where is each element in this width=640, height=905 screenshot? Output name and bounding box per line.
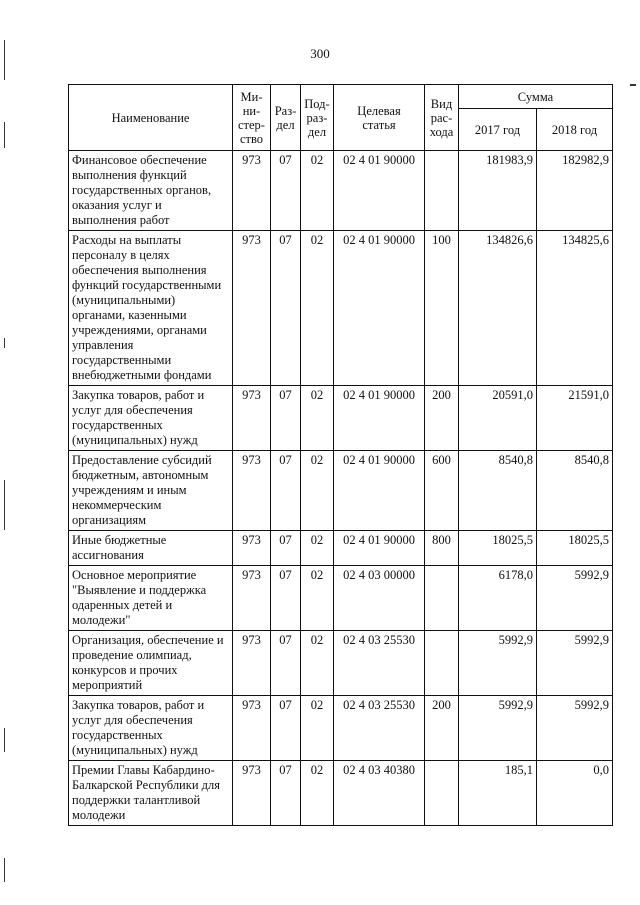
row-subsection: 02 <box>301 231 334 386</box>
row-subsection: 02 <box>301 151 334 231</box>
header-sum: Сумма <box>459 85 613 109</box>
row-expense-type: 200 <box>425 386 459 451</box>
row-target: 02 4 03 40380 <box>334 761 425 826</box>
row-subsection: 02 <box>301 386 334 451</box>
row-name: Финансовое обеспечение выполнения функций государственных органов, оказания услуг и выполнения работ <box>69 151 233 231</box>
row-sum-2018: 5992,9 <box>537 696 613 761</box>
table-row <box>69 696 613 761</box>
row-expense-type <box>425 566 459 631</box>
table-row <box>69 231 613 386</box>
row-ministry: 973 <box>233 231 271 386</box>
row-section: 07 <box>271 231 301 386</box>
row-subsection: 02 <box>301 631 334 696</box>
row-ministry: 973 <box>233 761 271 826</box>
row-target: 02 4 01 90000 <box>334 231 425 386</box>
row-subsection: 02 <box>301 696 334 761</box>
header-name: Наименование <box>69 85 233 151</box>
row-ministry: 973 <box>233 386 271 451</box>
table-row <box>69 531 613 566</box>
scan-margin-mark <box>4 728 5 752</box>
row-name: Закупка товаров, работ и услуг для обеспечения государственных (муниципальных) нужд <box>69 386 233 451</box>
header-year-2018: 2018 год <box>537 109 613 151</box>
row-target: 02 4 01 90000 <box>334 531 425 566</box>
row-name: Иные бюджетные ассигнования <box>69 531 233 566</box>
header-subsection: Под- раз- дел <box>301 85 334 151</box>
header-target: Целевая статья <box>334 85 425 151</box>
row-subsection: 02 <box>301 566 334 631</box>
row-sum-2018: 8540,8 <box>537 451 613 531</box>
row-section: 07 <box>271 761 301 826</box>
table-row <box>69 451 613 531</box>
row-target: 02 4 03 25530 <box>334 696 425 761</box>
row-sum-2018: 5992,9 <box>537 631 613 696</box>
row-ministry: 973 <box>233 631 271 696</box>
row-sum-2018: 0,0 <box>537 761 613 826</box>
row-name: Предоставление субсидий бюджетным, автономным учреждениям и иным некоммерческим организациям <box>69 451 233 531</box>
budget-table <box>68 84 613 826</box>
row-sum-2017: 5992,9 <box>459 696 537 761</box>
row-target: 02 4 01 90000 <box>334 451 425 531</box>
row-name: Расходы на выплаты персоналу в целях обеспечения выполнения функций государственными (муниципальными) органами, казенными учреждениями, органами управления государственными внебюджетными фондами <box>69 231 233 386</box>
row-sum-2018: 21591,0 <box>537 386 613 451</box>
row-section: 07 <box>271 151 301 231</box>
row-sum-2018: 134825,6 <box>537 231 613 386</box>
header-ministry: Ми- ни- стер- ство <box>233 85 271 151</box>
row-name: Организация, обеспечение и проведение олимпиад, конкурсов и прочих мероприятий <box>69 631 233 696</box>
row-sum-2017: 20591,0 <box>459 386 537 451</box>
row-name: Премии Главы Кабардино-Балкарской Республики для поддержки талантливой молодежи <box>69 761 233 826</box>
scan-margin-mark <box>4 480 5 530</box>
row-section: 07 <box>271 386 301 451</box>
row-subsection: 02 <box>301 761 334 826</box>
table-row <box>69 386 613 451</box>
row-subsection: 02 <box>301 451 334 531</box>
row-sum-2017: 185,1 <box>459 761 537 826</box>
row-section: 07 <box>271 696 301 761</box>
page-number: 300 <box>310 46 330 61</box>
row-ministry: 973 <box>233 566 271 631</box>
row-sum-2017: 8540,8 <box>459 451 537 531</box>
row-sum-2018: 18025,5 <box>537 531 613 566</box>
row-section: 07 <box>271 451 301 531</box>
table-row <box>69 761 613 826</box>
row-sum-2017: 181983,9 <box>459 151 537 231</box>
row-ministry: 973 <box>233 151 271 231</box>
scan-margin-tick <box>630 84 636 86</box>
row-name: Закупка товаров, работ и услуг для обеспечения государственных (муниципальных) нужд <box>69 696 233 761</box>
header-section: Раз- дел <box>271 85 301 151</box>
row-expense-type <box>425 631 459 696</box>
row-ministry: 973 <box>233 451 271 531</box>
row-expense-type <box>425 761 459 826</box>
row-sum-2017: 6178,0 <box>459 566 537 631</box>
row-section: 07 <box>271 631 301 696</box>
table-header-row <box>69 85 613 109</box>
row-target: 02 4 03 25530 <box>334 631 425 696</box>
scan-margin-mark <box>4 122 5 148</box>
row-sum-2017: 5992,9 <box>459 631 537 696</box>
row-sum-2018: 5992,9 <box>537 566 613 631</box>
scan-margin-mark <box>4 858 5 882</box>
row-name: Основное мероприятие "Выявление и поддержка одаренных детей и молодежи" <box>69 566 233 631</box>
row-expense-type: 100 <box>425 231 459 386</box>
row-section: 07 <box>271 531 301 566</box>
row-expense-type: 600 <box>425 451 459 531</box>
row-ministry: 973 <box>233 531 271 566</box>
scan-margin-mark <box>4 338 5 348</box>
row-sum-2017: 134826,6 <box>459 231 537 386</box>
row-expense-type: 800 <box>425 531 459 566</box>
row-section: 07 <box>271 566 301 631</box>
header-year-2017: 2017 год <box>459 109 537 151</box>
row-subsection: 02 <box>301 531 334 566</box>
table-row <box>69 151 613 231</box>
table-row <box>69 631 613 696</box>
row-ministry: 973 <box>233 696 271 761</box>
row-target: 02 4 01 90000 <box>334 386 425 451</box>
row-sum-2018: 182982,9 <box>537 151 613 231</box>
row-target: 02 4 01 90000 <box>334 151 425 231</box>
row-sum-2017: 18025,5 <box>459 531 537 566</box>
table-row <box>69 566 613 631</box>
header-expense-type: Вид рас- хода <box>425 85 459 151</box>
row-expense-type <box>425 151 459 231</box>
row-target: 02 4 03 00000 <box>334 566 425 631</box>
row-expense-type: 200 <box>425 696 459 761</box>
